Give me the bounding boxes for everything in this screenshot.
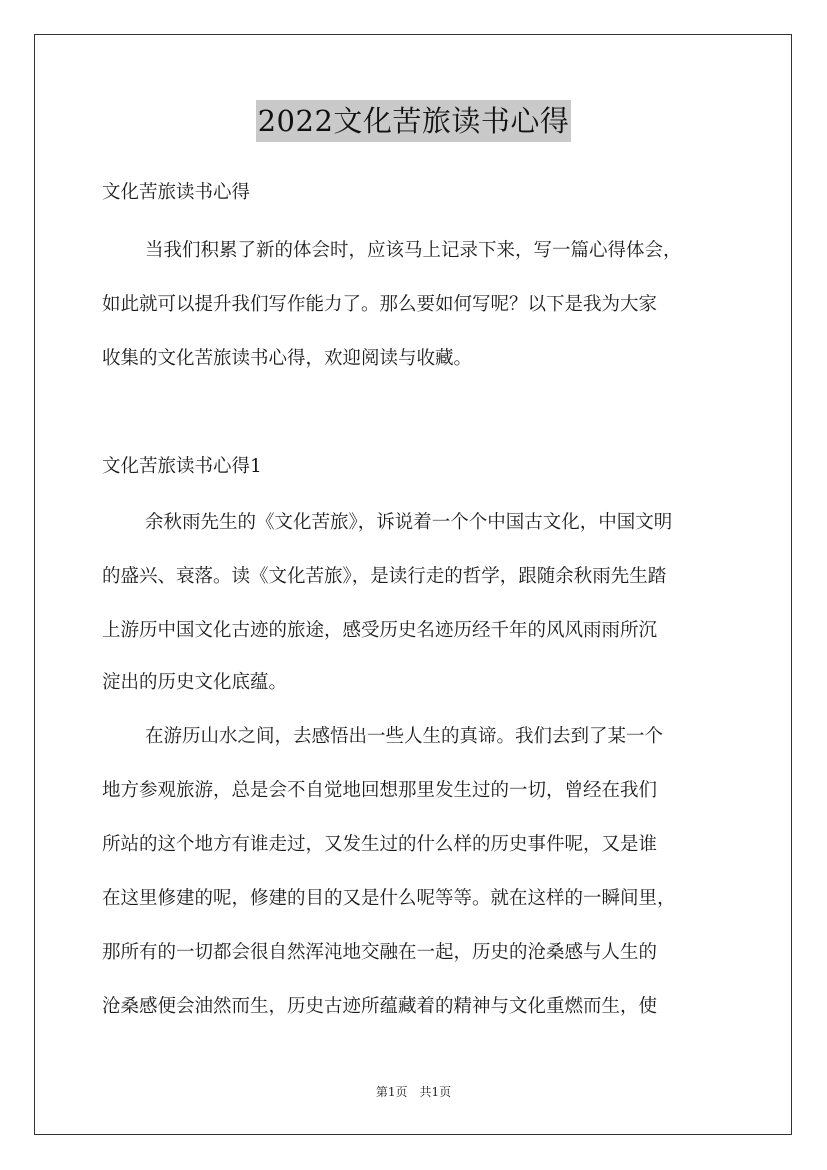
document-title: 2022文化苦旅读书心得 — [256, 100, 572, 142]
title-container — [0, 100, 827, 142]
section1-p2-line-3: 所站的这个地方有谁走过，又发生过的什么样的历史事件呢，又是谁 — [102, 834, 658, 855]
intro-heading: 文化苦旅读书心得 — [102, 182, 251, 203]
section1-p2-line-6: 沧桑感便会油然而生，历史古迹所蕴藏着的精神与文化重燃而生，使 — [102, 996, 658, 1017]
intro-line-1: 当我们积累了新的体会时，应该马上记录下来，写一篇心得体会， — [145, 240, 682, 261]
section1-p2-line-2: 地方参观旅游，总是会不自觉地回想那里发生过的一切，曾经在我们 — [102, 780, 658, 801]
section1-p2-line-1: 在游历山水之间，去感悟出一些人生的真谛。我们去到了某一个 — [145, 726, 664, 747]
section1-p1-line-3: 上游历中国文化古迹的旅途，感受历史名迹历经千年的风风雨雨所沉 — [102, 620, 658, 641]
section1-p1-line-1: 余秋雨先生的《文化苦旅》，诉说着一个个中国古文化，中国文明 — [145, 512, 673, 533]
page-footer — [0, 1083, 827, 1100]
section1-p1-line-2: 的盛兴、衰落。读《文化苦旅》，是读行走的哲学，跟随余秋雨先生踏 — [102, 566, 667, 587]
section1-heading: 文化苦旅读书心得1 — [102, 456, 262, 477]
intro-line-2: 如此就可以提升我们写作能力了。那么要如何写呢？以下是我为大家 — [102, 294, 658, 315]
section1-p1-line-4: 淀出的历史文化底蕴。 — [102, 672, 288, 693]
section1-p2-line-5: 那所有的一切都会很自然浑沌地交融在一起，历史的沧桑感与人生的 — [102, 942, 658, 963]
section1-p2-line-4: 在这里修建的呢，修建的目的又是什么呢等等。就在这样的一瞬间里， — [102, 888, 676, 909]
page-number: 第1页 共1页 — [375, 1085, 452, 1099]
intro-line-3: 收集的文化苦旅读书心得，欢迎阅读与收藏。 — [102, 348, 473, 369]
